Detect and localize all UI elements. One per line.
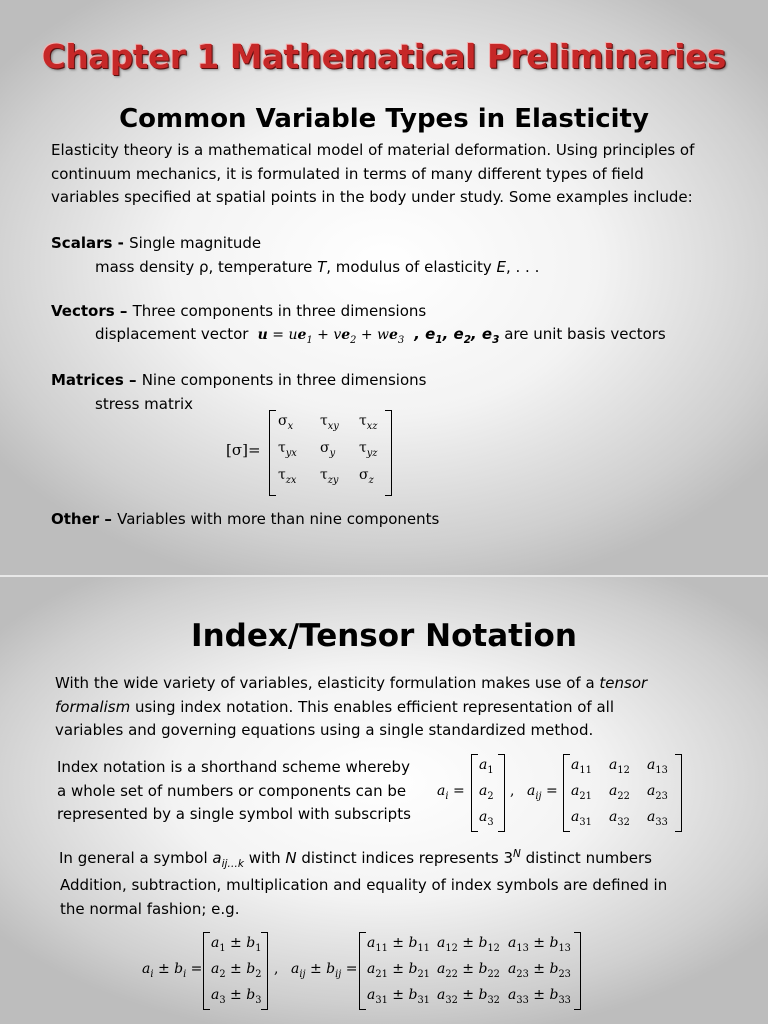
sum-matrix-component: $a_{31} \pm b_{31}$ <box>367 987 430 1006</box>
scalars-example-text: mass density ρ, temperature <box>95 258 318 276</box>
matrix-component: $a_{11}$ <box>571 757 592 776</box>
right-bracket <box>385 410 392 496</box>
vector-component: $a_3$ <box>479 809 494 828</box>
other-desc: Variables with more than nine components <box>117 510 440 528</box>
stress-component: $\tau_{yx}$ <box>278 440 297 459</box>
sum-vector-component: $a_2 \pm b_2$ <box>211 961 262 980</box>
vectors-example-text: are unit basis vectors <box>504 325 666 343</box>
stress-component: $\tau_{zy}$ <box>320 467 339 486</box>
symbol-N: N <box>285 849 297 867</box>
aij-lhs: $a_{ij}$ = <box>527 783 558 802</box>
sum-matrix-component: $a_{33} \pm b_{33}$ <box>508 987 571 1006</box>
matrix-component: $a_{23}$ <box>647 783 668 802</box>
sum-vector-component: $a_3 \pm b_3$ <box>211 987 262 1006</box>
intro-line: continuum mechanics, it is formulated in terms of many different types of field <box>51 164 644 183</box>
chapter-title: Chapter 1 Mathematical Preliminaries <box>41 38 727 76</box>
sum-matrix-component: $a_{12} \pm b_{12}$ <box>437 935 500 954</box>
ai-lhs: $a_i$ = <box>437 783 465 802</box>
matrix-component: $a_{13}$ <box>647 757 668 776</box>
slide-heading: Common Variable Types in Elasticity <box>119 104 649 134</box>
addition-line: the normal fashion; e.g. <box>60 899 240 918</box>
vectors-desc: Three components in three dimensions <box>132 302 427 320</box>
vectors-example-text: displacement vector <box>95 325 249 343</box>
index-description <box>57 756 411 827</box>
sum-matrix-component: $a_{11} \pm b_{11}$ <box>367 935 430 954</box>
stress-component: $\tau_{xz}$ <box>359 413 378 432</box>
left-bracket <box>359 932 366 1010</box>
other-line <box>51 508 439 532</box>
symbol-subscript: ij…k <box>221 858 245 870</box>
intro-paragraph <box>55 672 647 743</box>
temperature-symbol: T <box>317 258 327 276</box>
intro-emphasis: formalism <box>55 697 131 716</box>
matrices-label: Matrices – <box>51 371 142 389</box>
intro-line: Elasticity theory is a mathematical model of material deformation. Using principles of <box>51 141 695 159</box>
intro-text: variables and governing equations using a single standardized method. <box>55 721 594 739</box>
index-desc-line: a whole set of numbers or components can be <box>57 781 407 800</box>
stress-component: $\tau_{zx}$ <box>278 467 297 486</box>
slide-heading: Index/Tensor Notation <box>191 618 577 654</box>
sum-matrices <box>142 930 582 1010</box>
scalars-example-text: , . . . <box>505 258 540 276</box>
stress-matrix <box>226 408 396 496</box>
sum-vector-lhs: $a_i \pm b_i$ = <box>142 961 203 980</box>
intro-paragraph <box>51 139 694 210</box>
right-bracket <box>261 932 268 1010</box>
index-desc-line: Index notation is a shorthand scheme whereby <box>57 758 410 776</box>
sum-vector-component: $a_1 \pm b_1$ <box>211 935 262 954</box>
addition-paragraph <box>60 874 667 921</box>
scalars-label: Scalars - <box>51 234 130 252</box>
comma: , <box>510 783 515 799</box>
modulus-symbol: E <box>496 258 506 276</box>
left-bracket <box>203 932 210 1010</box>
sum-matrix-component: $a_{21} \pm b_{21}$ <box>367 961 430 980</box>
stress-component: $\sigma_y$ <box>320 440 336 459</box>
matrices-desc: Nine components in three dimensions <box>141 371 427 389</box>
index-matrices <box>437 752 687 832</box>
general-text: In general a symbol <box>59 849 213 867</box>
sum-matrix-component: $a_{23} \pm b_{23}$ <box>508 961 571 980</box>
scalars-example-text: , modulus of elasticity <box>326 258 497 276</box>
addition-line: Addition, subtraction, multiplication and equality of index symbols are defined in <box>60 876 668 894</box>
sum-matrix-lhs: $a_{ij} \pm b_{ij}$ = <box>291 961 358 980</box>
general-statement <box>59 843 652 877</box>
general-text: distinct indices represents 3 <box>296 849 513 867</box>
displacement-equation: $u = ue_1 + ve_2 + we_3$ <box>257 327 405 346</box>
stress-component: $\tau_{yz}$ <box>359 440 378 459</box>
general-text: with <box>244 849 286 867</box>
symbol-a: a <box>212 849 222 867</box>
vector-component: $a_2$ <box>479 783 494 802</box>
scalars-example <box>95 256 539 280</box>
matrix-component: $a_{12}$ <box>609 757 630 776</box>
matrix-component: $a_{21}$ <box>571 783 592 802</box>
right-bracket <box>574 932 581 1010</box>
right-bracket <box>675 754 682 832</box>
slide-index-notation <box>0 577 768 1024</box>
stress-component: $\sigma_z$ <box>359 467 374 486</box>
stress-matrix-lhs: [σ]= <box>226 441 261 459</box>
intro-text: With the wide variety of variables, elasticity formulation makes use of a <box>55 674 600 692</box>
right-bracket <box>498 754 505 832</box>
intro-emphasis: tensor <box>599 674 648 692</box>
matrix-component: $a_{22}$ <box>609 783 630 802</box>
matrix-component: $a_{31}$ <box>571 809 592 828</box>
scalars-line <box>51 232 261 256</box>
left-bracket <box>471 754 478 832</box>
matrix-component: $a_{32}$ <box>609 809 630 828</box>
stress-component: $\sigma_x$ <box>278 413 294 432</box>
vectors-line <box>51 300 426 324</box>
matrices-line <box>51 369 426 393</box>
vector-component: $a_1$ <box>479 757 494 776</box>
sum-matrix-component: $a_{32} \pm b_{32}$ <box>437 987 500 1006</box>
sum-matrix-component: $a_{13} \pm b_{13}$ <box>508 935 571 954</box>
intro-line: variables specified at spatial points in the body under study. Some examples include: <box>51 188 693 206</box>
scalars-desc: Single magnitude <box>129 234 262 252</box>
basis-vectors: , $e_1$, $e_2$, $e_3$ <box>408 325 500 346</box>
superscript-N: N <box>512 848 521 860</box>
stress-component: $\tau_{xy}$ <box>320 413 339 432</box>
other-label: Other – <box>51 510 118 528</box>
left-bracket <box>563 754 570 832</box>
vectors-example <box>95 323 666 353</box>
vectors-label: Vectors – <box>51 302 133 320</box>
intro-text: using index notation. This enables efficient representation of all <box>130 697 614 716</box>
sum-matrix-component: $a_{22} \pm b_{22}$ <box>437 961 500 980</box>
comma: , <box>274 961 279 977</box>
stress-matrix-label: stress matrix <box>95 395 194 413</box>
matrix-component: $a_{33}$ <box>647 809 668 828</box>
left-bracket <box>269 410 276 496</box>
general-text: distinct numbers <box>520 849 652 867</box>
index-desc-line: represented by a single symbol with subscripts <box>57 805 411 823</box>
